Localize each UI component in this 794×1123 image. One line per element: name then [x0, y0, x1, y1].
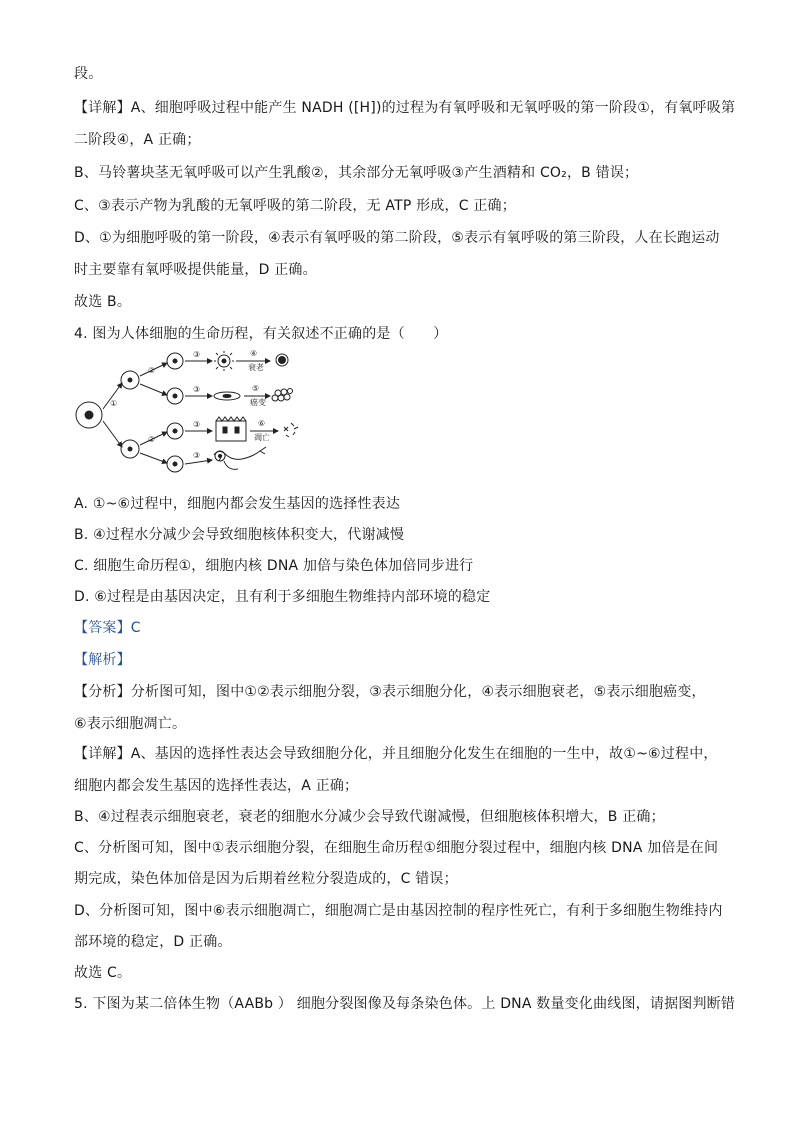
text-line: C、③表示产物为乳酸的无氧呼吸的第二阶段，无 ATP 形成，C 正确； — [74, 198, 516, 214]
text-line: 时主要靠有氧呼吸提供能量，D 正确。 — [74, 262, 317, 278]
option-c: C. 细胞生命历程①，细胞内核 DNA 加倍与染色体加倍同步进行 — [74, 558, 474, 574]
label-step-3d: ③ — [193, 451, 201, 460]
text-line: D、①为细胞呼吸的第一阶段，④表示有氧呼吸的第二阶段，⑤表示有氧呼吸的第三阶段，人在长跑运动 — [74, 230, 720, 246]
label-aging: 衰老 — [248, 363, 264, 372]
label-cancer: 癌变 — [250, 398, 266, 407]
text-line: 故选 B。 — [74, 294, 132, 310]
label-step-2b: ② — [148, 435, 156, 444]
text-line: 细胞内都会发生基因的选择性表达，A 正确； — [74, 778, 359, 794]
text-line: 部环境的稳定，D 正确。 — [74, 934, 232, 950]
cell-life-history-diagram — [72, 343, 312, 473]
label-step-3a: ③ — [193, 350, 201, 359]
text-line: 故选 C。 — [74, 965, 132, 981]
text-line: 【分析】分析图可知，图中①②表示细胞分裂，③表示细胞分化，④表示细胞衰老，⑤表示细胞癌变， — [74, 684, 706, 700]
label-step-4: ④ — [250, 349, 258, 358]
label-step-5: ⑤ — [252, 384, 260, 393]
text-line: B、马铃薯块茎无氧呼吸可以产生乳酸②，其余部分无氧呼吸③产生酒精和 CO₂，B 错误； — [74, 165, 639, 181]
text-line: 段。 — [74, 66, 103, 82]
text-line: 【详解】A、细胞呼吸过程中能产生 NADH ([H])的过程为有氧呼吸和无氧呼吸的第一阶段①，有氧呼吸第 — [74, 100, 736, 116]
label-apoptosis: 凋亡 — [254, 433, 270, 442]
label-step-6: ⑥ — [258, 419, 266, 428]
text-line: C、分析图可知，图中①表示细胞分裂，在细胞生命历程①细胞分裂过程中，细胞内核 DNA 加倍是在间 — [74, 840, 719, 856]
label-step-1: ① — [110, 399, 118, 408]
text-line: D、分析图可知，图中⑥表示细胞凋亡，细胞凋亡是由基因控制的程序性死亡，有利于多细胞生物维持内 — [74, 903, 723, 919]
text-line: 二阶段④，A 正确； — [74, 132, 201, 148]
label-step-3b: ③ — [193, 385, 201, 394]
text-line: B、④过程表示细胞衰老，衰老的细胞水分减少会导致代谢减慢，但细胞核体积增大，B 正确； — [74, 809, 665, 825]
analysis-tag: 【解析】 — [74, 652, 131, 668]
label-step-2a: ② — [148, 366, 156, 375]
question-4-stem: 4. 图为人体细胞的生命历程，有关叙述不正确的是（ ） — [74, 326, 448, 342]
option-a: A. ①~⑥过程中，细胞内都会发生基因的选择性表达 — [74, 496, 401, 512]
option-b: B. ④过程水分减少会导致细胞核体积变大，代谢减慢 — [74, 527, 405, 543]
label-step-3c: ③ — [193, 420, 201, 429]
origin-nucleus — [85, 411, 93, 419]
option-d: D. ⑥过程是由基因决定，且有利于多细胞生物维持内部环境的稳定 — [74, 589, 491, 605]
text-line: ⑥表示细胞凋亡。 — [74, 716, 187, 732]
cell-diagram-svg — [72, 343, 312, 473]
text-line: 【详解】A、基因的选择性表达会导致细胞分化，并且细胞分化发生在细胞的一生中，故①~⑥过程中， — [74, 746, 718, 762]
answer-tag: 【答案】C — [74, 620, 141, 636]
text-line: 期完成，染色体加倍是因为后期着丝粒分裂造成的，C 错误； — [74, 871, 458, 887]
question-5-stem: 5. 下图为某二倍体生物（AABb ） 细胞分裂图像及每条染色体。上 DNA 数量变化曲线图，请据图判断错 — [74, 996, 736, 1012]
